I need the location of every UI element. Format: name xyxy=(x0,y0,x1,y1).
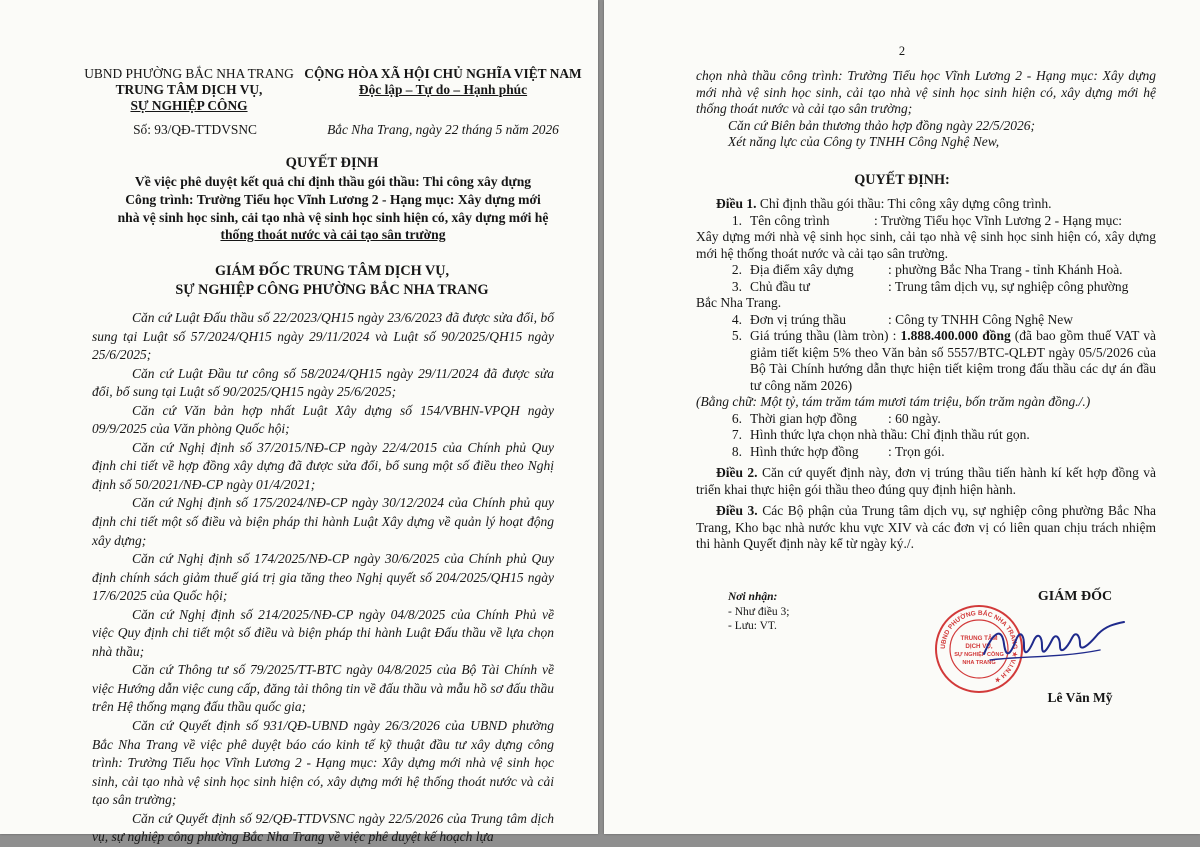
price-amount: 1.888.400.000 đồng xyxy=(900,328,1011,343)
article-1 xyxy=(696,196,1156,213)
item-continuation: Xây dựng mới nhà vệ sinh học sinh, cải tạo nhà vệ sinh học sinh hiện có, xây dựng mới hệ thống thoát nước và cải tạo sân trường. xyxy=(696,229,1156,261)
article-2-label: Điều 2. xyxy=(716,465,758,480)
legal-bases-continued xyxy=(696,68,1156,151)
agency-name-line2: SỰ NGHIỆP CÔNG xyxy=(130,98,248,113)
item-value: : Trường Tiểu học Vĩnh Lương 2 - Hạng mục: xyxy=(874,212,1123,228)
price-label: Giá trúng thầu (làm tròn) : xyxy=(750,328,901,343)
legal-basis: Căn cứ Luật Đấu thầu số 22/2023/QH15 ngày 23/6/2023 đã được sửa đổi, bổ sung tại Luật số 57/2024/QH15 ngày 29/11/2024 và Luật số 90/2025/QH15 ngày 25/6/2025; xyxy=(92,310,554,363)
legal-basis: Căn cứ Nghị định số 37/2015/NĐ-CP ngày 22/4/2015 của Chính phủ Quy định chi tiết về hợp đồng xây dựng đã được sửa đổi, bổ sung một số điều theo Nghị định số 50/2021/NĐ-CP ngày 01/4/2021; xyxy=(92,439,554,492)
document-number: Số: 93/QĐ-TTDVSNC xyxy=(133,122,257,137)
item-key: Đơn vị trúng thầu xyxy=(750,311,847,327)
agency-header xyxy=(78,66,300,114)
item-winning-bidder xyxy=(696,312,1156,329)
svg-text:NHA TRANG: NHA TRANG xyxy=(962,660,996,666)
item-value: Hình thức lựa chọn nhà thầu: Chỉ định thầu rút gọn. xyxy=(750,427,1030,442)
issuing-authority xyxy=(78,262,586,299)
subject-line: Công trình: Trường Tiểu học Vĩnh Lương 2 - Hạng mục: Xây dựng mới xyxy=(125,191,541,207)
recipient-item: - Lưu: VT. xyxy=(728,620,777,632)
document-title: QUYẾT ĐỊNH xyxy=(285,155,379,171)
document-subject xyxy=(86,173,580,244)
item-investor xyxy=(696,279,1156,296)
legal-basis: Căn cứ Nghị định số 174/2025/NĐ-CP ngày 30/6/2025 của Chính phủ Quy định chính sách giảm thuế giá trị gia tăng theo Nghị quyết số 204/2025/QH15 ngày 17/6/2025 của Quốc hội; xyxy=(92,551,554,604)
signer-title: GIÁM ĐỐC xyxy=(1037,589,1113,604)
legal-basis: Căn cứ Nghị định số 214/2025/NĐ-CP ngày 04/8/2025 của Chính Phủ về việc Quy định chi tiết một số điều và biện pháp thi hành Luật Đấu thầu về lựa chọn nhà thầu; xyxy=(92,606,554,659)
decision-body xyxy=(696,196,1156,553)
agency-parent: UBND PHƯỜNG BẮC NHA TRANG xyxy=(84,66,294,81)
price-note: (đã bao gồm thuế VAT và giảm tiết kiệm 5% theo Văn bản số 5557/BTC-QLĐT ngày 05/5/2026 của Bộ Tài Chính hướng dẫn thực hiện tiết kiệm trong đấu thầu các dự án đầu tư công năm 2026) xyxy=(750,328,1156,393)
recipient-item: - Như điều 3; xyxy=(728,605,790,618)
article-2 xyxy=(696,465,1156,498)
price-in-words: (Bằng chữ: Một tỷ, tám trăm tám mươi tám triệu, bốn trăm ngàn đồng./.) xyxy=(696,394,1091,409)
legal-basis-continuation: chọn nhà thầu công trình: Trường Tiểu học Vĩnh Lương 2 - Hạng mục: Xây dựng mới nhà vệ sinh học sinh, cải tạo nhà vệ sinh học sinh hiện có, xây dựng mới hệ thống thoát nước và cải tạo sân trường; xyxy=(696,68,1156,116)
item-number: 5. xyxy=(731,328,742,343)
legal-basis: Căn cứ Luật Đầu tư công số 58/2024/QH15 ngày 29/11/2024 đã được sửa đổi, bổ sung tại Luật số 90/2025/QH15 ngày 25/6/2025; xyxy=(92,365,554,400)
item-value: : Công ty TNHH Công Nghệ New xyxy=(888,311,1073,327)
article-3-text: Các Bộ phận của Trung tâm dịch vụ, sự nghiệp công phường Bắc Nha Trang, Kho bạc nhà nước khu vực XIV và các đơn vị có liên quan chịu trách nhiệm thi hành Quyết định này kể từ ngày ký./. xyxy=(696,503,1157,551)
subject-line: nhà vệ sinh học sinh, cải tạo nhà vệ sinh học sinh hiện có, xây dựng mới hệ xyxy=(117,209,549,225)
svg-text:TRUNG TÂM: TRUNG TÂM xyxy=(960,635,998,642)
legal-basis: Căn cứ Thông tư số 79/2025/TT-BTC ngày 04/8/2025 của Bộ Tài Chính về việc Hướng dẫn việc cung cấp, đăng tải thông tin về đấu thầu và mẫu hồ sơ đấu thầu trên Hệ thống mạng đấu thầu quốc gia; xyxy=(92,662,554,715)
item-contract-duration xyxy=(696,411,1156,428)
item-value: : phường Bắc Nha Trang - tỉnh Khánh Hoà. xyxy=(888,262,1123,277)
national-header xyxy=(300,66,586,98)
legal-basis: Xét năng lực của Công ty TNHH Công Nghệ New, xyxy=(728,134,1000,149)
item-key: Thời gian hợp đồng xyxy=(750,410,857,426)
item-key: Tên công trình xyxy=(750,212,830,228)
item-number: 4. xyxy=(731,311,742,327)
national-motto: Độc lập – Tự do – Hạnh phúc xyxy=(358,82,528,97)
item-value: : 60 ngày. xyxy=(888,410,941,426)
subject-line: Về việc phê duyệt kết quả chỉ định thầu gói thầu: Thi công xây dựng xyxy=(134,174,532,189)
legal-basis: Căn cứ Quyết định số 92/QĐ-TTDVSNC ngày 22/5/2026 của Trung tâm dịch vụ, sự nghiệp công phường Bắc Nha Trang về việc phê duyệt kế hoạch lựa xyxy=(92,810,554,845)
item-contract-type xyxy=(696,444,1156,461)
legal-basis: Căn cứ Quyết định số 931/QĐ-UBND ngày 26/3/2026 của UBND phường Bắc Nha Trang về việc phê duyệt báo cáo kinh tế kỹ thuật đầu tư xây dựng công trình: Trường Tiểu học Vĩnh Lương 2 - Hạng mục: Xây dựng mới nhà vệ sinh học sinh, cải tạo nhà vệ sinh học sinh hiện có, xây dựng mới hệ thống thoát nước và cải tạo sân trường; xyxy=(92,718,554,808)
svg-text:SỰ NGHIỆP CÔNG: SỰ NGHIỆP CÔNG xyxy=(954,652,1004,658)
item-number: 6. xyxy=(731,410,742,426)
item-number: 3. xyxy=(731,278,742,294)
legal-basis: Căn cứ Nghị định số 175/2024/NĐ-CP ngày 30/12/2024 của Chính phủ quy định chi tiết một số điều và biện pháp thi hành Luật Xây dựng về quản lý hoạt động xây dựng; xyxy=(92,495,554,548)
legal-bases xyxy=(92,309,554,847)
signer-name: Lê Văn Mỹ xyxy=(1047,690,1113,705)
item-continuation: Bắc Nha Trang. xyxy=(696,295,782,310)
item-location xyxy=(696,262,1156,279)
article-3 xyxy=(696,503,1156,553)
signature xyxy=(980,610,1130,680)
item-number: 8. xyxy=(731,443,742,459)
article-1-text: Chỉ định thầu gói thầu: Thi công xây dựng công trình. xyxy=(756,196,1052,211)
item-value: : Trung tâm dịch vụ, sự nghiệp công phường xyxy=(888,278,1129,294)
item-number: 2. xyxy=(731,262,742,277)
recipients-title: Nơi nhận: xyxy=(728,591,778,603)
page-number: 2 xyxy=(898,44,906,58)
item-project-name xyxy=(696,213,1156,230)
item-key: Địa điểm xây dựng xyxy=(750,262,854,277)
item-value xyxy=(750,328,1156,394)
authority-line: SỰ NGHIỆP CÔNG PHƯỜNG BẮC NHA TRANG xyxy=(175,281,489,298)
article-1-label: Điều 1. xyxy=(716,196,757,211)
document-page-1 xyxy=(0,0,598,845)
subject-line: thống thoát nước và cải tạo sân trường xyxy=(220,227,446,243)
authority-line: GIÁM ĐỐC TRUNG TÂM DỊCH VỤ, xyxy=(214,263,450,279)
recipients-block xyxy=(728,590,848,634)
document-page-2 xyxy=(604,0,1200,834)
item-number: 1. xyxy=(731,212,742,228)
item-contract-price xyxy=(696,328,1156,394)
legal-basis: Căn cứ Văn bản hợp nhất Luật Xây dựng số 154/VBHN-VPQH ngày 09/9/2025 của Văn phòng Quốc hội; xyxy=(92,402,554,437)
article-2-text: Căn cứ quyết định này, đơn vị trúng thầu tiến hành kí kết hợp đồng và triển khai thực hiện gói thầu theo đúng quy định hiện hành. xyxy=(696,465,1157,497)
legal-basis: Căn cứ Biên bản thương thảo hợp đồng ngày 22/5/2026; xyxy=(728,117,1035,133)
item-number: 7. xyxy=(731,427,742,442)
svg-text:DỊCH VỤ,: DỊCH VỤ, xyxy=(965,643,993,650)
decision-heading: QUYẾT ĐỊNH: xyxy=(854,172,950,188)
article-3-label: Điều 3. xyxy=(716,503,758,518)
svg-text:UBND PHƯỜNG BẮC NHA TRANG ★ V.: UBND PHƯỜNG BẮC NHA TRANG ★ V.I.N.H ★ xyxy=(939,609,1019,684)
item-selection-method xyxy=(696,427,1156,444)
national-title: CỘNG HÒA XÃ HỘI CHỦ NGHĨA VIỆT NAM xyxy=(304,66,582,81)
item-key: Chủ đầu tư xyxy=(750,278,810,294)
agency-name-line1: TRUNG TÂM DỊCH VỤ, xyxy=(115,82,263,97)
item-value: : Trọn gói. xyxy=(888,443,945,459)
item-key: Hình thức hợp đồng xyxy=(750,443,859,459)
document-date: Bắc Nha Trang, ngày 22 tháng 5 năm 2026 xyxy=(327,122,559,137)
